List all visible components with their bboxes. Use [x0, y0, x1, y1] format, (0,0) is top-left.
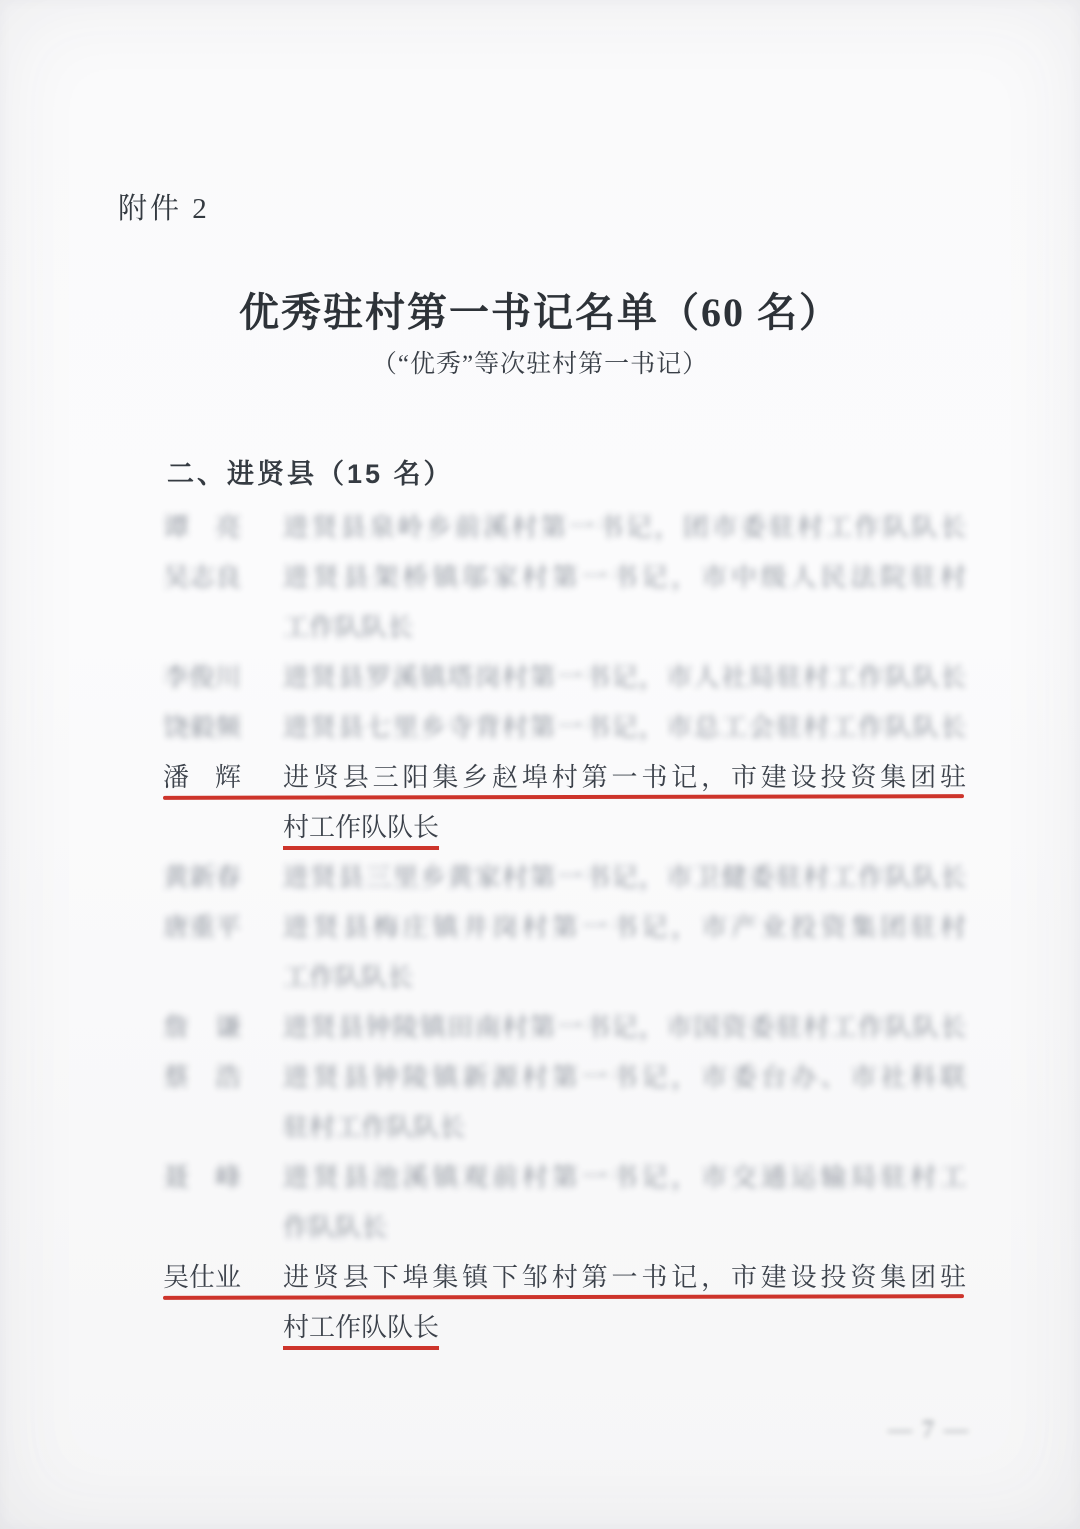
- entry-line-2: [163, 803, 966, 853]
- entry-name-char: 志: [189, 563, 216, 592]
- page-number: — 7 —: [888, 1417, 970, 1443]
- entry-description: 工作队队长: [283, 963, 414, 992]
- page-title: 优秀驻村第一书记名单（60 名）: [239, 290, 841, 335]
- entry-name: [163, 853, 241, 903]
- entry-description: 作队队长: [283, 1213, 388, 1242]
- list-entry: [163, 1153, 966, 1253]
- entry-line-1: [163, 1053, 966, 1103]
- entry-description: 进贤县三阳集乡赵埠村第一书记，市建设投资集团驻: [283, 763, 966, 792]
- entry-name-char: 黄: [163, 863, 190, 892]
- entry-name-char: 蔡: [163, 1063, 190, 1092]
- entry-name-spacer: [163, 1303, 241, 1353]
- entry-name-char: 重: [189, 913, 216, 942]
- entry-name-char: 唐: [163, 913, 190, 942]
- entry-name: [163, 1003, 241, 1053]
- entry-name-spacer: [163, 803, 241, 853]
- entry-name-spacer: [163, 1103, 241, 1153]
- entry-line-1: [163, 553, 966, 603]
- entry-name-char: 詹: [163, 1013, 190, 1042]
- entry-description: 驻村工作队队长: [283, 1113, 466, 1142]
- entry-name-char: 春: [215, 863, 242, 892]
- entry-description: 进贤县池溪镇观前村第一书记，市交通运输局驻村工: [283, 1163, 966, 1192]
- entries-list: [163, 503, 966, 1353]
- list-entry: [163, 853, 966, 903]
- entry-name: [163, 1153, 241, 1203]
- entry-name: [163, 753, 241, 803]
- entry-description: 进贤县泉岭乡前溪村第一书记，团市委驻村工作队队长: [283, 513, 966, 542]
- entry-name-char: 仕: [189, 1263, 216, 1292]
- list-entry: [163, 1253, 966, 1353]
- entry-name-char: 聂: [163, 1163, 190, 1192]
- entry-description: 进贤县钟陵镇田南村第一书记，市国资委驻村工作队队长: [283, 1013, 966, 1042]
- page-subtitle: （“优秀”等次驻村第一书记）: [371, 351, 709, 378]
- entry-line-2: [163, 953, 966, 1003]
- entry-name-char: 业: [215, 1263, 242, 1292]
- entry-line-2: [163, 1303, 966, 1353]
- entry-name-char: 潘: [163, 763, 190, 792]
- section-heading: 二、进贤县（15 名）: [167, 459, 454, 489]
- entry-name: [163, 1053, 241, 1103]
- attachment-label: 附件 2: [118, 193, 210, 225]
- entry-name-char: 良: [215, 563, 242, 592]
- entry-description: [283, 803, 966, 853]
- entry-line-1: [163, 703, 966, 753]
- entry-line-1: [163, 1153, 966, 1203]
- list-entry: [163, 653, 966, 703]
- entry-name-char: 李: [163, 663, 190, 692]
- entry-description: 工作队队长: [283, 613, 414, 642]
- entry-description-underlined-text: 村工作队队长: [283, 813, 440, 842]
- entry-name: [163, 903, 241, 953]
- entry-name-spacer: [163, 953, 241, 1003]
- entry-line-1: [163, 853, 966, 903]
- entry-description: 进贤县三里乡黄家村第一书记，市卫健委驻村工作队队长: [283, 863, 966, 892]
- entry-line-2: [163, 1203, 966, 1253]
- entry-name: [163, 553, 241, 603]
- entry-line-1: [163, 753, 966, 803]
- entry-name-char: 峰: [214, 1163, 241, 1192]
- entry-name-char: 吴: [163, 1263, 190, 1292]
- entry-line-1: [163, 903, 966, 953]
- entry-description: 进贤县钟陵镇新源村第一书记，市委台办、市社科联: [283, 1063, 966, 1092]
- entry-name: [163, 703, 241, 753]
- list-entry: [163, 1003, 966, 1053]
- entry-description: [283, 1303, 966, 1353]
- entry-name-char: 川: [215, 663, 242, 692]
- entry-name: [163, 653, 241, 703]
- list-entry: [163, 503, 966, 553]
- list-entry: [163, 553, 966, 653]
- list-entry: [163, 703, 966, 753]
- entry-name-char: 俊: [189, 663, 216, 692]
- entry-name-char: 饶: [163, 713, 190, 742]
- entry-description-underlined-text: 村工作队队长: [283, 1313, 440, 1342]
- entry-name-spacer: [163, 1203, 241, 1253]
- entry-line-1: [163, 503, 966, 553]
- entry-description: 进贤县罗溪镇塔岗村第一书记，市人社局驻村工作队队长: [283, 663, 966, 692]
- entry-description: 进贤县梅庄镇井岗村第一书记，市产业投资集团驻村: [283, 913, 966, 942]
- entry-line-1: [163, 653, 966, 703]
- entry-name-char: 毅: [189, 713, 216, 742]
- entry-line-2: [163, 603, 966, 653]
- entry-name: [163, 1253, 241, 1303]
- entry-name-char: 吴: [163, 563, 190, 592]
- entry-name-char: 浩: [214, 1063, 241, 1092]
- entry-name-char: 谦: [214, 1013, 241, 1042]
- entry-name-char: 新: [189, 863, 216, 892]
- entry-line-2: [163, 1103, 966, 1153]
- entry-name-char: 平: [215, 913, 242, 942]
- entry-line-1: [163, 1253, 966, 1303]
- entry-name-char: 频: [215, 713, 242, 742]
- list-entry: [163, 1053, 966, 1153]
- entry-name-char: 亮: [214, 513, 241, 542]
- entry-name-char: 谭: [163, 513, 190, 542]
- list-entry: [163, 753, 966, 853]
- entry-description: 进贤县七里乡寺背村第一书记，市总工会驻村工作队队长: [283, 713, 966, 742]
- entry-name: [163, 503, 241, 553]
- entry-description: 进贤县架桥镇邬家村第一书记，市中级人民法院驻村: [283, 563, 966, 592]
- entry-name-spacer: [163, 603, 241, 653]
- entry-name-char: 辉: [214, 763, 241, 792]
- entry-description: 进贤县下埠集镇下邹村第一书记，市建设投资集团驻: [283, 1263, 966, 1292]
- list-entry: [163, 903, 966, 1003]
- entry-line-1: [163, 1003, 966, 1053]
